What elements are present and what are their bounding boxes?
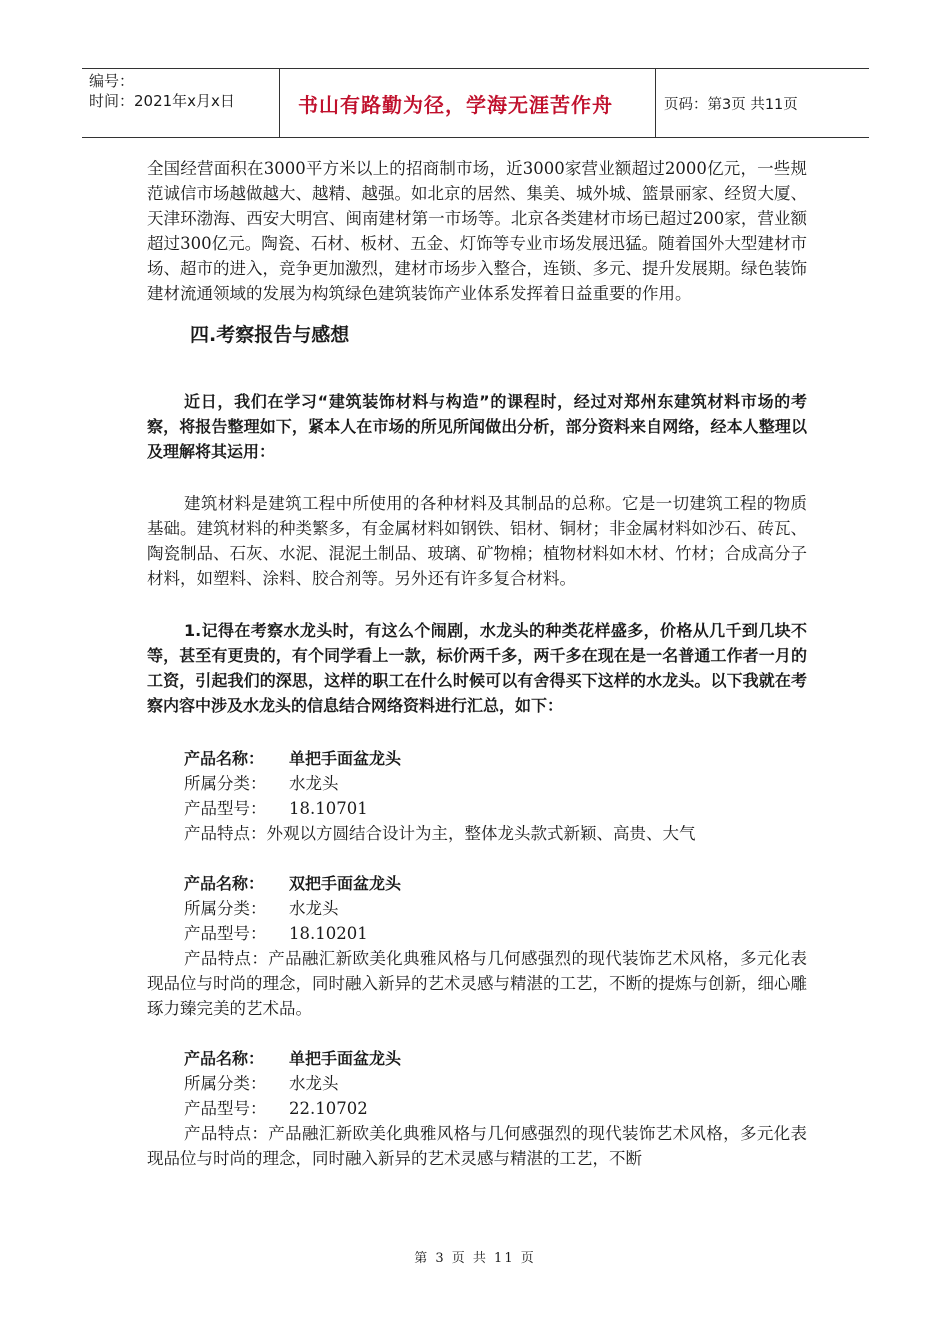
product-name: 单把手面盆龙头 (289, 749, 402, 768)
product-name: 双把手面盆龙头 (289, 874, 402, 893)
paragraph-market-overview: 全国经营面积在3000平方米以上的招商制市场，近3000家营业额超过2000亿元，一些规范诚信市场越做越大、越精、越强。如北京的居然、集美、城外城、篮景丽家、经贸大厦、天津环渤海、西安大明宫、闽南建材第一市场等。北京各类建材市场已超过200家，营业额超过300亿元。陶瓷、石材、板材、五金、灯饰等专业市场发展迅猛。随着国外大型建材市场、超市的进入，竞争更加激烈，建材市场步入整合，连锁、多元、提升发展期。绿色装饰建材流通领域的发展为构筑绿色建筑装饰产业体系发挥着日益重要的作用。 (147, 159, 807, 303)
product-model: 22.10702 (289, 1099, 368, 1118)
product-name-row (184, 871, 807, 896)
document-date: 时间：2021年x月x日 (89, 92, 235, 110)
product-category-label: 所属分类： (184, 899, 267, 918)
product-feature-row (147, 946, 807, 1021)
product-category: 水龙头 (289, 1074, 339, 1093)
header-page-number: 页码：第3页 共11页 (664, 96, 798, 113)
product-name-row (184, 746, 807, 771)
paragraph-materials: 建筑材料是建筑工程中所使用的各种材料及其制品的总称。它是一切建筑工程的物质基础。建筑材料的种类繁多，有金属材料如钢铁、铝材、铜材；非金属材料如沙石、砖瓦、陶瓷制品、石灰、水泥、混泥土制品、玻璃、矿物棉；植物材料如木材、竹材；合成高分子材料，如塑料、涂料、胶合剂等。另外还有许多复合材料。 (147, 494, 807, 588)
product-category: 水龙头 (289, 774, 339, 793)
product-model-row (184, 921, 807, 946)
product-category-row (184, 1071, 807, 1096)
product-category-row (184, 771, 807, 796)
product-category-row (184, 896, 807, 921)
product-category-label: 所属分类： (184, 774, 267, 793)
header-meta (82, 69, 280, 137)
product-category: 水龙头 (289, 899, 339, 918)
header-motto: 书山有路勤为径，学海无涯苦作舟 (280, 69, 656, 137)
product-name-label: 产品名称： (184, 1049, 265, 1068)
product-model-row (184, 796, 807, 821)
product-model-label: 产品型号： (184, 799, 267, 818)
product-name-label: 产品名称： (184, 874, 265, 893)
product-model: 18.10201 (289, 924, 368, 943)
product-model-label: 产品型号： (184, 924, 267, 943)
product-name-row (184, 1046, 807, 1071)
product-feature: 产品融汇新欧美化典雅风格与几何感强烈的现代装饰艺术风格，多元化表现品位与时尚的理念，同时融入新异的艺术灵感与精湛的工艺，不断 (147, 1124, 808, 1168)
product-entry (147, 746, 807, 846)
product-feature-row (184, 821, 807, 846)
page-header (82, 68, 869, 138)
document-number-label: 编号： (89, 72, 135, 90)
product-entry (147, 1046, 807, 1171)
product-feature-label: 产品特点： (184, 824, 267, 843)
product-name-label: 产品名称： (184, 749, 265, 768)
product-model-label: 产品型号： (184, 1099, 267, 1118)
paragraph-intro: 近日，我们在学习“建筑装饰材料与构造”的课程时，经过对郑州东建筑材料市场的考察，将报告整理如下，紧本人在市场的所见所闻做出分析，部分资料来自网络，经本人整理以及理解将其运用： (147, 392, 807, 461)
product-name: 单把手面盆龙头 (289, 1049, 402, 1068)
paragraph-faucet-story: 1.记得在考察水龙头时，有这么个闹剧，水龙头的种类花样盛多，价格从几千到几块不等，甚至有更贵的，有个同学看上一款，标价两千多，两千多在现在是一名普通工作者一月的工资，引起我们的深思，这样的职工在什么时候可以有舍得买下这样的水龙头。以下我就在考察内容中涉及水龙头的信息结合网络资料进行汇总，如下： (147, 621, 807, 715)
product-feature-label: 产品特点： (184, 949, 269, 968)
page-footer: 第 3 页 共 11 页 (414, 1251, 536, 1266)
product-feature-row (147, 1121, 807, 1171)
product-entry (147, 871, 807, 1021)
product-feature-label: 产品特点： (184, 1124, 269, 1143)
document-body (147, 156, 807, 1171)
section-heading: 四.考察报告与感想 (190, 324, 350, 346)
product-feature: 产品融汇新欧美化典雅风格与几何感强烈的现代装饰艺术风格，多元化表现品位与时尚的理念，同时融入新异的艺术灵感与精湛的工艺，不断的提炼与创新，细心雕琢力臻完美的艺术品。 (147, 949, 808, 1018)
product-model: 18.10701 (289, 799, 368, 818)
product-model-row (184, 1096, 807, 1121)
product-feature: 外观以方圆结合设计为主，整体龙头款式新颖、高贵、大气 (266, 824, 696, 843)
product-category-label: 所属分类： (184, 1074, 267, 1093)
